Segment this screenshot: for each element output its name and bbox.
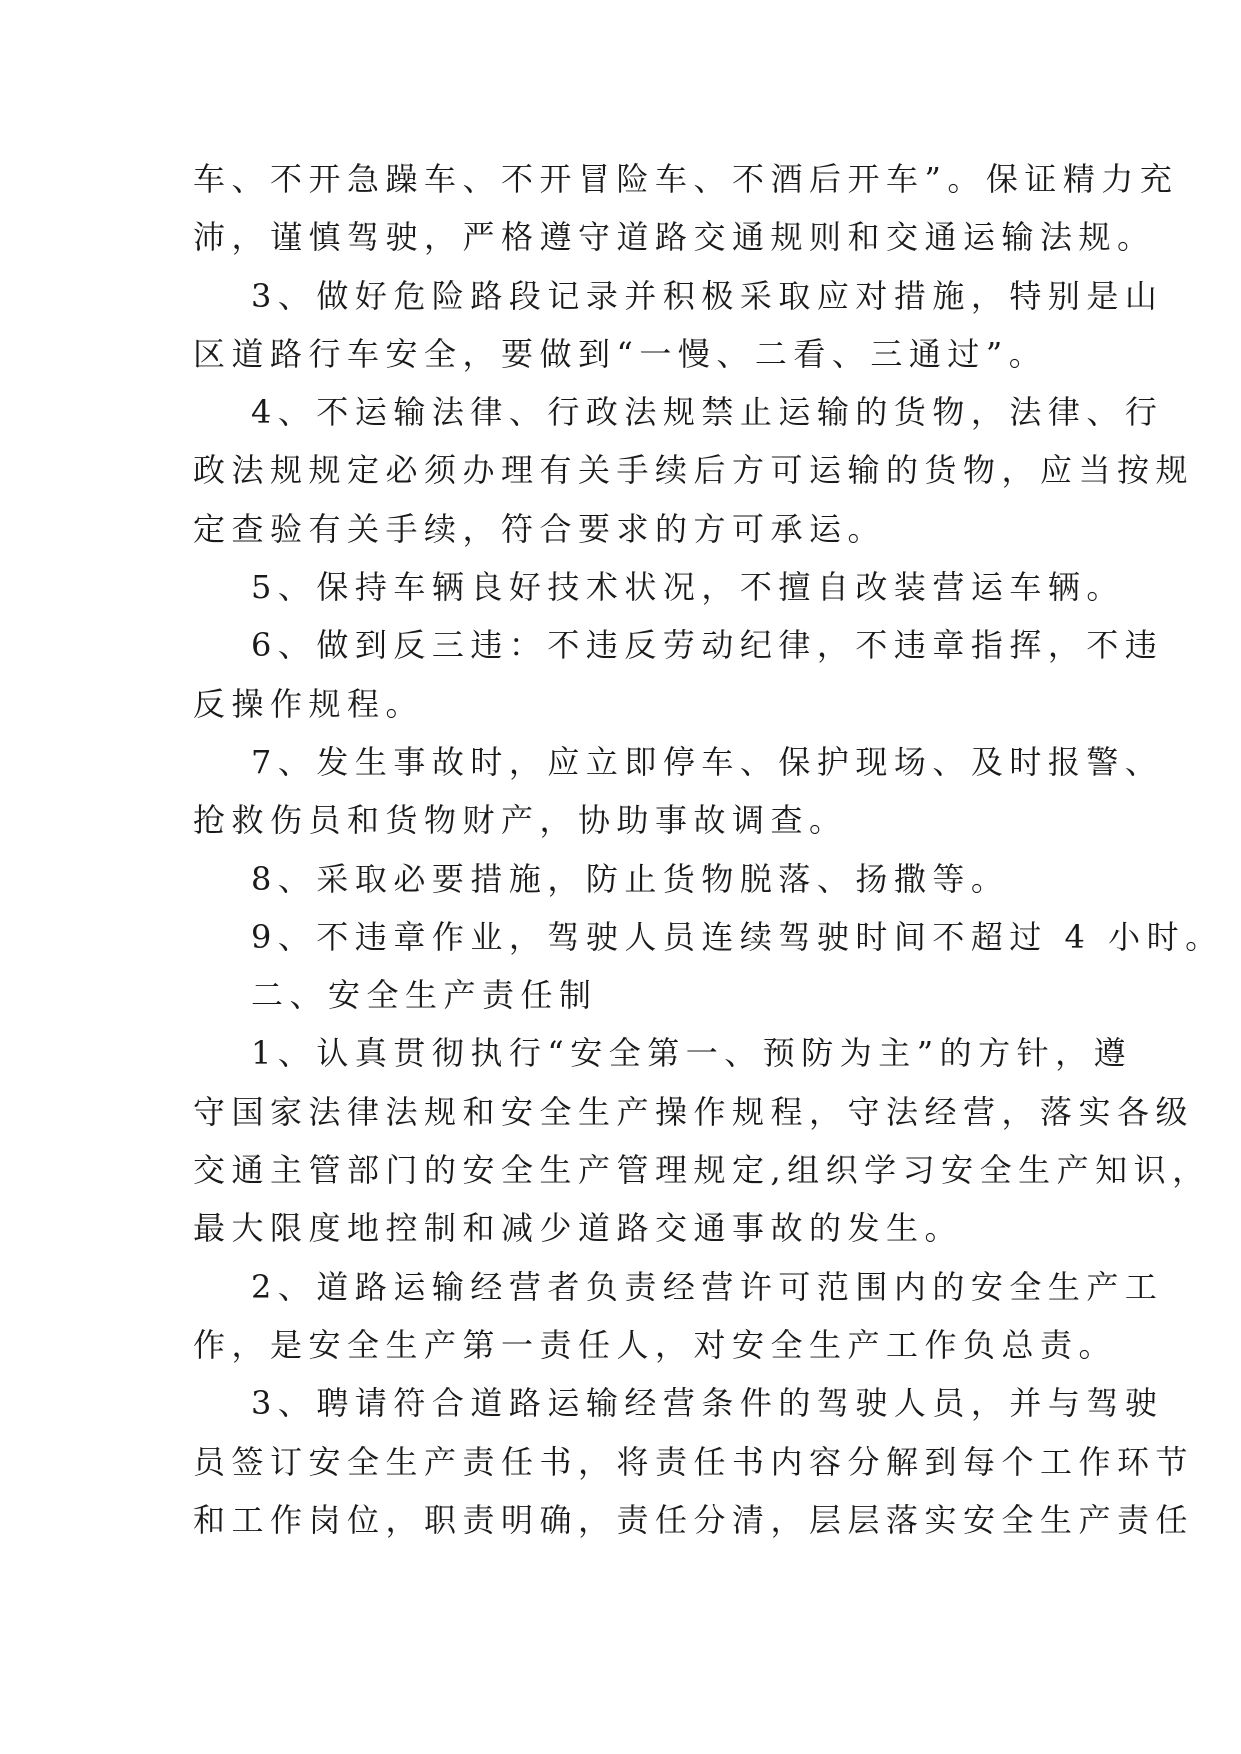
text-line: 和工作岗位，职责明确，责任分清，层层落实安全生产责任 — [193, 1500, 1195, 1539]
text-line: 抢救伤员和货物财产，协助事故调查。 — [193, 801, 848, 840]
text-line: 区道路行车安全，要做到“一慢、二看、三通过”。 — [193, 334, 1048, 373]
section-heading: 二、安全生产责任制 — [251, 976, 598, 1015]
text-line: 2、道路运输经营者负责经营许可范围内的安全生产工 — [251, 1267, 1164, 1306]
text-line: 6、做到反三违：不违反劳动纪律，不违章指挥，不违 — [251, 626, 1164, 665]
text-line: 最大限度地控制和减少道路交通事故的发生。 — [193, 1209, 964, 1248]
text-line: 反操作规程。 — [193, 684, 425, 723]
text-line: 3、聘请符合道路运输经营条件的驾驶人员，并与驾驶 — [251, 1384, 1164, 1423]
text-line: 交通主管部门的安全生产管理规定,组织学习安全生产知识， — [193, 1151, 1211, 1190]
text-line: 定查验有关手续，符合要求的方可承运。 — [193, 509, 887, 548]
text-line: 1、认真贯彻执行“安全第一、预防为主”的方针，遵 — [251, 1034, 1133, 1073]
text-line: 员签订安全生产责任书，将责任书内容分解到每个工作环节 — [193, 1442, 1195, 1481]
text-line: 守国家法律法规和安全生产操作规程，守法经营，落实各级 — [193, 1092, 1195, 1131]
text-line: 7、发生事故时，应立即停车、保护现场、及时报警、 — [251, 742, 1164, 781]
text-line: 政法规规定必须办理有关手续后方可运输的货物，应当按规 — [193, 451, 1195, 490]
text-line: 车、不开急躁车、不开冒险车、不酒后开车”。保证精力充 — [193, 160, 1179, 198]
text-line: 9、不违章作业，驾驶人员连续驾驶时间不超过 4 小时。 — [251, 917, 1224, 956]
text-line: 4、不运输法律、行政法规禁止运输的货物，法律、行 — [251, 393, 1164, 432]
text-line: 作，是安全生产第一责任人，对安全生产工作负总责。 — [193, 1325, 1118, 1364]
text-line: 沛，谨慎驾驶，严格遵守道路交通规则和交通运输法规。 — [193, 218, 1156, 257]
text-line: 5、保持车辆良好技术状况，不擅自改装营运车辆。 — [251, 568, 1125, 607]
text-line: 3、做好危险路段记录并积极采取应对措施，特别是山 — [251, 276, 1164, 315]
document-body — [193, 150, 1224, 1549]
text-line: 8、采取必要措施，防止货物脱落、扬撒等。 — [251, 859, 1010, 898]
